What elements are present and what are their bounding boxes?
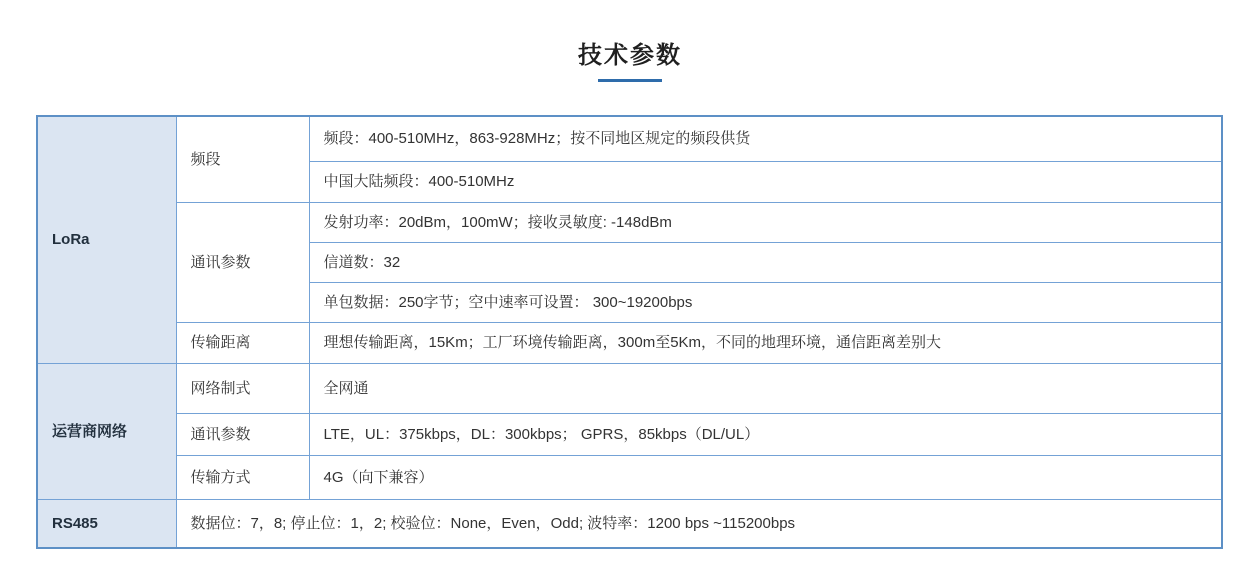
table-row bbox=[37, 455, 1222, 499]
spec-value-power: 发射功率：20dBm，100mW；接收灵敏度: -148dBm bbox=[309, 202, 1222, 242]
page-header bbox=[0, 40, 1260, 82]
spec-value-rs485: 数据位：7，8; 停止位：1，2; 校验位：None，Even，Odd; 波特率：1200 bps ~115200bps bbox=[176, 499, 1222, 548]
spec-value-distance: 理想传输距离，15Km；工厂环境传输距离，300m至5Km，不同的地理环境，通信距离差别大 bbox=[309, 322, 1222, 363]
table-row bbox=[37, 116, 1222, 161]
table-row bbox=[37, 202, 1222, 242]
table-row bbox=[37, 413, 1222, 455]
param-label-transfer-mode: 传输方式 bbox=[176, 455, 309, 499]
param-label-carrier-comm: 通讯参数 bbox=[176, 413, 309, 455]
param-label-network-standard: 网络制式 bbox=[176, 363, 309, 413]
table-row bbox=[37, 499, 1222, 548]
spec-value-network-standard: 全网通 bbox=[309, 363, 1222, 413]
spec-value-carrier-comm: LTE，UL：375kbps，DL：300kbps； GPRS，85kbps（DL/UL） bbox=[309, 413, 1222, 455]
category-cell-lora: LoRa bbox=[37, 116, 176, 363]
table-row bbox=[37, 363, 1222, 413]
spec-value-band-1: 频段：400-510MHz，863-928MHz；按不同地区规定的频段供货 bbox=[309, 116, 1222, 161]
param-label-distance: 传输距离 bbox=[176, 322, 309, 363]
category-cell-rs485: RS485 bbox=[37, 499, 176, 548]
param-label-band: 频段 bbox=[176, 116, 309, 202]
tech-spec-table bbox=[36, 115, 1223, 549]
spec-value-transfer-mode: 4G（向下兼容） bbox=[309, 455, 1222, 499]
spec-value-channels: 信道数：32 bbox=[309, 242, 1222, 282]
spec-value-packet: 单包数据：250字节；空中速率可设置： 300~19200bps bbox=[309, 282, 1222, 322]
table-row bbox=[37, 322, 1222, 363]
title-underline bbox=[598, 79, 662, 82]
category-cell-carrier: 运营商网络 bbox=[37, 363, 176, 499]
param-label-lora-comm: 通讯参数 bbox=[176, 202, 309, 322]
spec-value-band-2: 中国大陆频段：400-510MHz bbox=[309, 161, 1222, 202]
page-title: 技术参数 bbox=[578, 42, 682, 69]
